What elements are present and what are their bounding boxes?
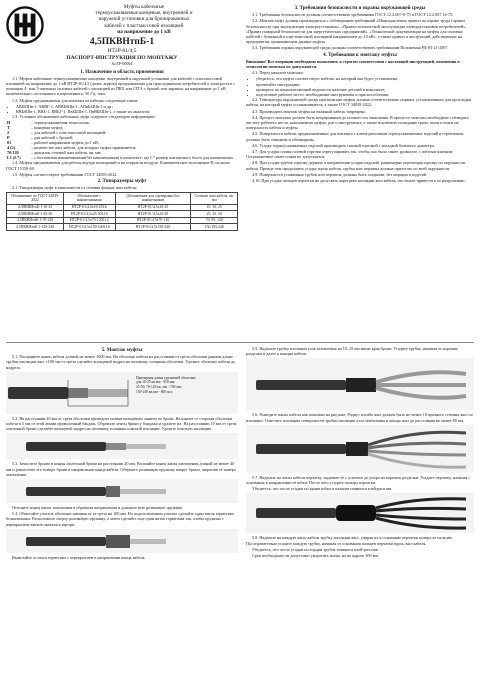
para-4-7: 4.7. Для усадки пламя газовой горелки отрегулировать так, чтобы оно было синее, размытое, с жёлтым язычком. Остроконечное синее пламя не допускается.: [246, 149, 454, 160]
table-header: Обозначение для сортировки без наконечников: [115, 193, 191, 204]
heading-line: Муфты кабельные: [123, 4, 165, 10]
heading-line: на напряжение до 1 кВ: [117, 28, 171, 35]
para-5-2: 5.2. На расстоянии 40 мм от среза оболочки проведите новым кольцевым ланием по броне. Наложите со стороны оболочки кабеля в 5 мм от этой линии проволочный бандаж. Обрежьте ленты брони у бандажа и удалите их. На расстоянии 10 мм от среза ленточной брони сделайте кольцевой надрез на половину толщины поясной изоляции. Удалите поясную изоляцию.: [6, 415, 237, 432]
heading-line: наружной установки для бронированных: [98, 16, 190, 23]
pre-install-checklist: [246, 76, 474, 97]
heading-line: термоусаживаемые концевые, внутренней и: [95, 10, 193, 17]
heading-line: кабелей с пластмассовой изоляцией: [104, 22, 184, 29]
table-cell: НТ2Р-01/4,5х150-240L16: [64, 224, 115, 231]
table-row: [7, 204, 238, 211]
table-cell: НТ2Р-01/4,5х10-25: [115, 204, 191, 211]
tube-illustration: [246, 358, 474, 410]
mounting-left: [6, 346, 238, 561]
legend-desc: – для кабелей с броней;: [31, 135, 74, 141]
table-header: Сечение жил кабеля, кв. мм: [191, 193, 238, 204]
legend-desc: – с болтовыми наконечниками(без наконечников) в комплекте, где L* размер контактного болта для наконечника.: [31, 155, 234, 161]
list-item: • прочитайте инструкцию;: [256, 82, 474, 87]
table-header-row: [7, 193, 238, 204]
list-item: • убедитесь, что муфта соответствует кабелю, на который она будет установлена;: [256, 76, 474, 81]
glove-illustration: [246, 493, 474, 533]
sealant-illustration: [6, 529, 238, 553]
table-cell: 25, 35, 50: [191, 211, 238, 218]
para-5-1: 5.1. Распрямите конец кабеля длиной не менее 1000 мм. На оболочке кабеля на расстоянии от среза оболочки равном длине трубки изоляции жил +100 мм от среза сделайте кольцевой надрез на половину толщины оболочки. Удалите оболочку кабеля до надреза.: [6, 354, 236, 370]
cores-illustration: [246, 425, 474, 473]
section-3-title: 3. Требования безопасности и охраны окружающей среды: [294, 6, 426, 11]
legend-desc: – термоусаживаемая технология;: [31, 120, 90, 126]
para-4-9: 4.9. Поверхности усаженных трубок или перчаток должны быть гладкими, без морщин и вздутий.: [252, 171, 428, 177]
list-item: • подготовьте рабочее место, необходимые инструменты и приспособления;: [256, 92, 474, 97]
mounting-right: [246, 346, 474, 559]
sealant-figure: [6, 529, 238, 553]
product-heading: [50, 4, 238, 35]
para-5-8c: Срок необходимости допустимо укоротить жилы, но не короче 300 мм.: [252, 553, 379, 559]
table-cell: НТ2Р-01/4,5х70-120: [115, 217, 191, 224]
legend-code: 2: [7, 130, 10, 136]
table-cell: НТ2Р-01/4,5х10-25L6: [64, 204, 115, 211]
table-cell: 4,5ПКВНтпБ-1-25-50: [7, 211, 64, 218]
para-4-10: 4.10. При усадке пальцев перчатки не допускать перегрева изоляции жил кабеля, что может привести к ее разрушению.: [252, 178, 466, 184]
para-5-8: 5.8. Наденьте на каждую жилу кабеля трубку изоляции жил, упирая их в основание перчатки поверх ее пальцев. Последовательно усадите каждую трубку, начиная от основания пальцев перчатки вдоль жил кабеля.: [246, 535, 453, 546]
para-4-6: 4.6. Усадку термоусаживаемых изделий производить газовой горелкой с насадкой большого диаметра.: [252, 142, 435, 148]
table-cell: 4,5ПКВНтпБ-1-70-120: [7, 217, 64, 224]
strip-row: 25-50, 70-120 кв. мм - 700 мм;: [136, 385, 182, 389]
legend-desc: – рабочее напряжение муфты до 1 кВ;: [31, 140, 99, 146]
strip-row: для 10-25 кв.мм - 650 мм;: [136, 380, 176, 385]
para-2-1: 2.1. Типоразмеры муфт в зависимости от сечения фазных жил кабеля:: [12, 185, 137, 191]
para-4-1: 4.1. Перед началом монтажа:: [252, 70, 304, 76]
glove-figure: [246, 493, 474, 533]
strip-length-note: [136, 376, 196, 394]
tube-figure: [246, 358, 474, 410]
table-cell: 4,5ПКВНтпБ-1-10-25: [7, 204, 64, 211]
para-1-2: 1.2. Муфты предназначены для монтажа на кабелях следующих типов:: [12, 97, 139, 103]
warning-text: Внимание! Все операции необходимо выполнять в строгом соответствии с настоящей инструкцией, изменения в технологии монтажа не допускаются.: [246, 58, 460, 70]
para-5-8b: Убедитесь, что после усадки по торцам трубок появился клей-расплав.: [252, 546, 379, 552]
sealant-note: Вымотайте остатки герметика с перекрытием в направлении конца кабеля.: [12, 554, 146, 560]
para-4-4: 4.4. Процесс монтажа должен быть непрерывным до полного его окончания. В процессе монтажа необходимо соблюдать чистоту рабочего места, компонентов муфты, рук и инструмента, а также исключить попадание грязи, пыли и влаги на поверхность кабеля и муфты.: [246, 114, 469, 131]
model-title: 4,5ПКВНтпБ-1: [89, 37, 155, 48]
legend-code: Р: [7, 135, 10, 141]
left-column: [6, 4, 238, 231]
para-5-6: 5.6. Разведите жилы кабеля как показано на рисунке. Радиус изгиба жил должен быть не менее 10-кратного сечения жил по изоляции. Очистите изоляцию поверхности трубки изоляции узла заземления и концы жил до расстояния не менее 80 мм.: [246, 412, 473, 423]
list-item: • ВВБбШв-1, ВВБ-1, ВВБГ-1, ПвББШв-1, ПвВББШв-1, а также их аналогов.: [16, 109, 238, 114]
list-item: • АВББШв-1, АВВГ-1, АВВБбШв-1, АПвББШв-1 и др.;: [16, 104, 238, 109]
spring-illustration: [6, 479, 238, 503]
table-header: Обозначение по ГОСТ 34839-2022: [7, 193, 64, 204]
para-3-3: 3.3. Требования охраны окружающей среды должны соответствовать требованиям Положения РД-03-21-2007.: [252, 45, 449, 51]
table-cell: НТ2Р-01/4,5х70-120L12: [64, 217, 115, 224]
table-row: [7, 217, 238, 224]
cable-type-list: [6, 104, 238, 114]
size-table: [6, 192, 238, 231]
table-cell: 70, 95, 120: [191, 217, 238, 224]
legend-code: 70/120: [7, 150, 19, 156]
table-cell: НТ2Р-01/4,5х150-240: [115, 224, 191, 231]
armor-figure: [6, 433, 238, 459]
section-5-title: 5. Монтаж муфты: [101, 348, 143, 353]
legend-desc: – диапазон сечений жил кабеля, кв. мм;: [31, 150, 102, 156]
legend-desc: – количество жил кабеля, для которых муфта применяется;: [31, 145, 137, 151]
right-column: [246, 4, 474, 184]
table-header: Обозначение с наконечниками: [64, 193, 115, 204]
para-5-3: 5.3. Зачистите броню и концы ленточной брони на расстоянии 20 мм. Распаяйте конец жилы заземления длиной не менее 40 мм и разместите его поверх брони в направлении конца кабеля. Оберните роликовую пружину вокруг брони, закрепив её поверх заземления.: [6, 461, 236, 477]
para-4-5: 4.5. Поверхности кабеля, предназначенные для контакта с клеем-расплавом термоусаживаемых изделий и герметиком, должны быть очищены и обезжирены.: [246, 131, 465, 142]
legend-desc: – концевая муфта;: [31, 125, 64, 131]
table-cell: НТ2Р-01/4,5х25-50L10: [64, 211, 115, 218]
designation-legend: [6, 120, 238, 160]
list-item: • проверьте по комплектовочной ведомости наличие деталей в комплекте;: [256, 87, 474, 92]
legend-code: Н: [7, 120, 11, 126]
para-1-5: 1.5. Муфты соответствуют требованиям ГОСТ 34839-2022.: [12, 171, 118, 177]
legend-desc: – для кабелей с пластмассовой изоляцией;: [31, 130, 107, 136]
strip-row: 150-240 кв.мм - 800 мм;: [136, 389, 173, 394]
para-3-1: 3.1. Требования безопасности должны соответствовать требованиям ГОСТ 12.2.007-0-75 и ГОСТ 12.2.007.14-75.: [252, 12, 454, 18]
para-3-2: 3.2. Монтаж муфт должен производиться с соблюдением требований «Межотраслевых правил по охране труда (правил безопасности) при эксплуатации электроустановок», «Правил технической эксплуатации электроустановок потребителей», «Правил пожарной безопасности для энергетических предприятий», «Технической документации на муфты для силовых кабелей с бумажной и пластмассовой изоляцией напряжением до 10 кВ», а также правил и инструкций, действующих на предприятии, применяющем данные муфты.: [246, 18, 467, 45]
legend-code: Т: [7, 125, 10, 131]
section-1-title: 1. Назначение и область применения: [80, 69, 164, 75]
para-5-7b: Убедитесь, что после усадки по краям юбки и пальцев появился клей-расплав.: [252, 486, 393, 492]
para-5-4: 5.4. Обмотайте участок оболочки начиная от ее среза на 100 мм. На подготовленном участке сделайте один виток герметика безналичным. Расположите сверху роликовую пружину, а затем сделайте еще один виток герметика так, чтобы пружина с перекрытием витков оказалась внутри.: [6, 511, 234, 527]
model-code: НТ2Р-01/4,5: [107, 48, 137, 55]
section-2-title: 2. Типоразмеры муфт: [97, 178, 147, 184]
strip-label: Примерная длина удаляемой оболочки:: [136, 375, 197, 380]
spring-figure: [6, 479, 238, 503]
para-5-7: 5.7. Наденьте на жилы кабеля перчатку, наденьте её с усилием до упора на корешок разделки. Усадите перчатку, начиная с основания в направлении её юбки. После чего усадите пальцы перчатки.: [246, 474, 471, 486]
table-cell: НТ2Р-01/4,5х25-50: [115, 211, 191, 218]
doc-number: № ЕР-00004: [111, 61, 133, 67]
cable-strip-illustration: [6, 372, 238, 414]
para-4-8: 4.8. При усадке трубок горелку держать в направлении усадки изделий, равномерно перемещая горелку по окружности кабеля. Прежде чем продолжить усадку вдоль кабеля, трубка или перчатка должна прилегать по всей окружности.: [246, 160, 466, 171]
legend-code: L1 (L*): [7, 155, 21, 161]
cable-strip-figure: [6, 372, 238, 414]
para-5-5: 5.5. Наденьте трубку изоляции узла заземления на 10–15 мм выше края брони. Усадите трубку, начиная от корешка разделки и далее к концам кабеля.: [246, 346, 458, 357]
legend-code: 01: [7, 140, 12, 146]
legend-code: 4 (5): [7, 145, 16, 151]
company-logo-icon: [6, 6, 44, 44]
table-row: [7, 224, 238, 231]
table-cell: 10, 16, 25: [191, 204, 238, 211]
para-4-2: 4.2. Температура окружающей среды при монтаже муфты должна соответствовать нормам, установленным для прокладки кабеля, на который муфта устанавливается, а также ГОСТ 34839-2022.: [246, 97, 471, 108]
doc-title: ПАСПОРТ-ИНСТРУКЦИЯ ПО МОНТАЖУ: [66, 54, 178, 61]
armor-illustration: [6, 433, 238, 459]
spring-note: Отогните конец жилы заземления в обратном направлении и дожмите всю роликовую пружину.: [12, 505, 183, 511]
cores-figure: [246, 425, 474, 473]
section-4-title: 4. Требования к монтажу муфты: [323, 52, 397, 58]
table-cell: 150,185,240: [191, 224, 238, 231]
table-cell: 4,5ПКВНтпБ-1-150-240: [7, 224, 64, 231]
table-row: [7, 211, 238, 218]
para-1-3: 1.3. Условное обозначение кабельных муфт содержит следующую информацию:: [12, 114, 156, 120]
section-divider: [6, 342, 474, 343]
para-1-1: 1.1. Муфты кабельные термоусаживаемые концевые, внутренней и наружной установки для кабелей с пластмассовой изоляцией на напряжение до 1 кВ НТ2Р-01/4,5 (далее–муфты) предназначены для присоединения потребителей к электросети с помощью 4- или 5-жильных силовых кабелей с изоляцией из ПВХ или СПЭ, с броней или экраном, на напряжение до 1 кВ включительно, постоянного и переменного, 50 Гц, тока.: [6, 75, 235, 97]
para-1-4: 1.4. Муфты предназначены для работы внутри помещений и на открытом воздухе. Климатическое исполнение В согласно ГОСТ 15150-69.: [6, 160, 230, 171]
para-4-3: 4.3. Производить монтаж муфты на влажный кабель запрещено.: [252, 108, 367, 114]
